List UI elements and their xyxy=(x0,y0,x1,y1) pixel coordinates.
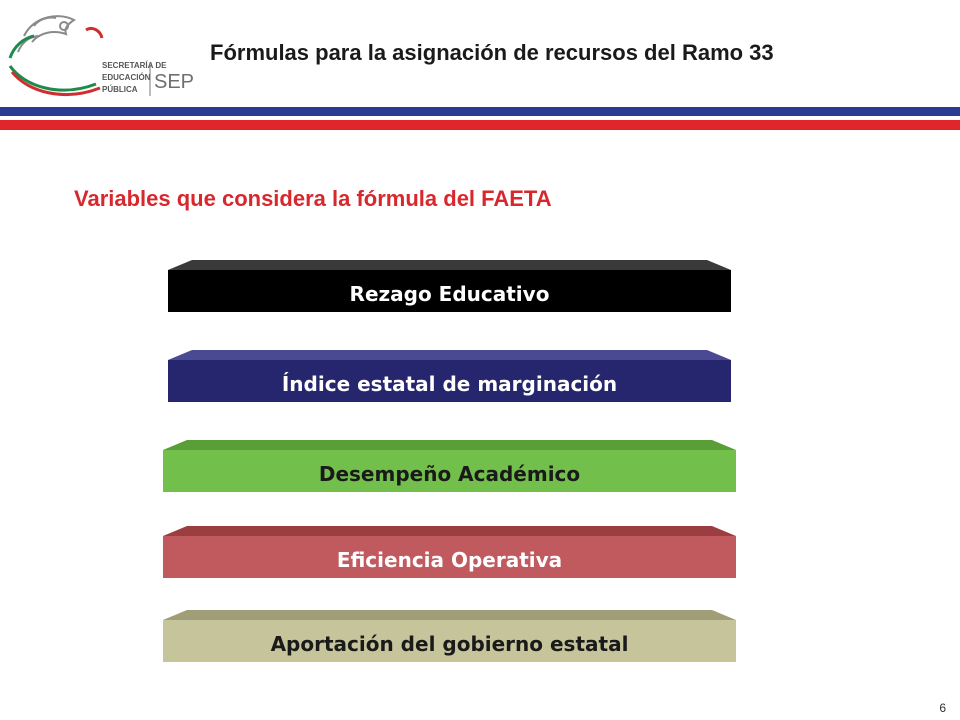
sep-logo xyxy=(4,6,194,102)
section-subtitle: Variables que considera la fórmula del FAETA xyxy=(74,186,552,211)
logo-line3: PÚBLICA xyxy=(102,85,138,94)
sep-eagle-emblem xyxy=(4,6,194,102)
page-number: 6 xyxy=(939,701,946,715)
variable-bar-eficiencia xyxy=(163,526,736,578)
bar-bevel xyxy=(163,610,736,620)
variable-label: Aportación del gobierno estatal xyxy=(270,632,629,656)
bar-bevel xyxy=(163,526,736,536)
header-stripe-blue xyxy=(0,107,960,116)
logo-line2: EDUCACIÓN xyxy=(102,73,151,82)
variable-bar-aportacion xyxy=(163,610,736,662)
variable-bar-marginacion xyxy=(168,350,731,402)
variable-label: Desempeño Académico xyxy=(318,462,581,486)
variable-bar-desempeno xyxy=(163,440,736,492)
page-title: Fórmulas para la asignación de recursos del Ramo 33 xyxy=(210,40,774,65)
variable-label: Eficiencia Operativa xyxy=(336,548,563,572)
variable-label: Índice estatal de marginación xyxy=(281,372,618,396)
variable-label: Rezago Educativo xyxy=(349,282,550,306)
bar-bevel xyxy=(163,440,736,450)
logo-acronym: SEP xyxy=(154,71,194,93)
slide-header xyxy=(0,0,960,132)
header-stripe-red xyxy=(0,120,960,130)
bar-bevel xyxy=(168,260,731,270)
variable-bar-rezago xyxy=(168,260,731,312)
bar-bevel xyxy=(168,350,731,360)
logo-line1: SECRETARÍA DE xyxy=(102,61,167,70)
